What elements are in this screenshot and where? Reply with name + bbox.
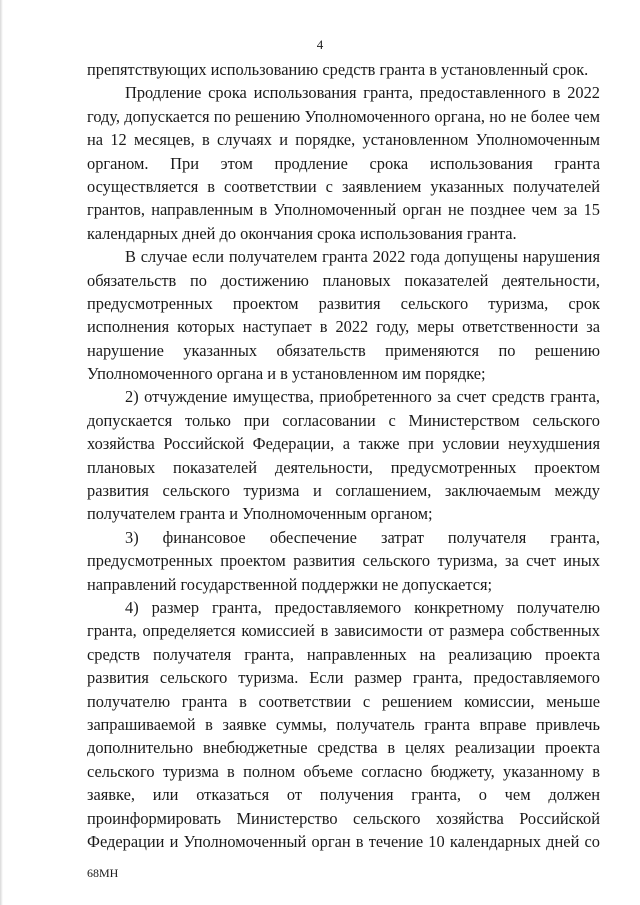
text-line: исполнения которых наступает в 2022 году, меры ответственности за xyxy=(87,317,600,337)
text-line: сельского туризма в полном объеме согласно бюджету, указанному в xyxy=(87,761,600,781)
text-line: предусмотренных проектом развития сельского туризма, за счет иных xyxy=(87,551,600,571)
text-line: В случае если получателем гранта 2022 года допущены нарушения xyxy=(125,247,600,267)
text-line: заявке, или отказаться от получения гранта, о чем должен xyxy=(87,785,600,805)
footer-code: 68МН xyxy=(87,866,119,880)
text-line: календарных дней до окончания срока использования гранта. xyxy=(87,223,517,243)
text-line: осуществляется в соответствии с заявлением указанных получателей xyxy=(87,176,600,196)
text-line: 2) отчуждение имущества, приобретенного за счет средств гранта, xyxy=(125,387,600,407)
text-line: обязательств по достижению плановых показателей деятельности, xyxy=(87,270,600,290)
text-line: развития сельского туризма и соглашением, заключаемым между xyxy=(87,481,600,501)
text-line: проинформировать Министерство сельского хозяйства Российской xyxy=(87,808,600,828)
text-line: на 12 месяцев, в случаях и порядке, установленном Уполномоченным xyxy=(87,130,600,150)
text-line: году, допускается по решению Уполномоченного органа, но не более чем xyxy=(87,106,600,126)
text-line: средств получателя гранта, направленных на реализацию проекта xyxy=(87,644,600,664)
text-line: развития сельского туризма. Если размер гранта, предоставляемого xyxy=(87,668,600,688)
text-line: 4) размер гранта, предоставляемого конкретному получателю xyxy=(125,597,600,617)
text-line: Уполномоченного органа и в установленном им порядке; xyxy=(87,364,486,384)
text-line: 3) финансовое обеспечение затрат получателя гранта, xyxy=(125,527,600,547)
text-line: препятствующих использованию средств гранта в установленный срок. xyxy=(87,60,589,79)
text-line: направлений государственной поддержки не допускается; xyxy=(87,574,493,594)
text-line: запрашиваемой в заявке суммы, получатель гранта вправе привлечь xyxy=(87,714,600,734)
text-line: гранта, определяется комиссией в зависимости от размера собственных xyxy=(87,621,600,641)
text-line: предусмотренных проектом развития сельского туризма, срок xyxy=(87,293,600,313)
text-line: хозяйства Российской Федерации, а также при условии неухудшения xyxy=(87,434,600,454)
text-line: получателем гранта и Уполномоченным органом; xyxy=(87,504,433,524)
text-line: Федерации и Уполномоченный орган в течение 10 календарных дней со xyxy=(87,831,600,851)
text-line: получателю гранта в соответствии с решением комиссии, меньше xyxy=(87,691,600,711)
text-line: нарушение указанных обязательств применяются по решению xyxy=(87,340,600,360)
text-line: допускается только при согласовании с Министерством сельского xyxy=(87,410,600,430)
text-line: Продление срока использования гранта, предоставленного в 2022 xyxy=(125,83,600,103)
text-line: плановых показателей деятельности, предусмотренных проектом xyxy=(87,457,600,477)
scan-edge-shadow xyxy=(0,0,3,905)
text-line: органом. При этом продление срока использования гранта xyxy=(87,153,600,173)
text-line: грантов, направленным в Уполномоченный орган не позднее чем за 15 xyxy=(87,200,600,220)
page-number: 4 xyxy=(316,37,324,52)
body-text xyxy=(87,58,600,853)
text-line: дополнительно внебюджетные средства в целях реализации проекта xyxy=(87,738,600,758)
